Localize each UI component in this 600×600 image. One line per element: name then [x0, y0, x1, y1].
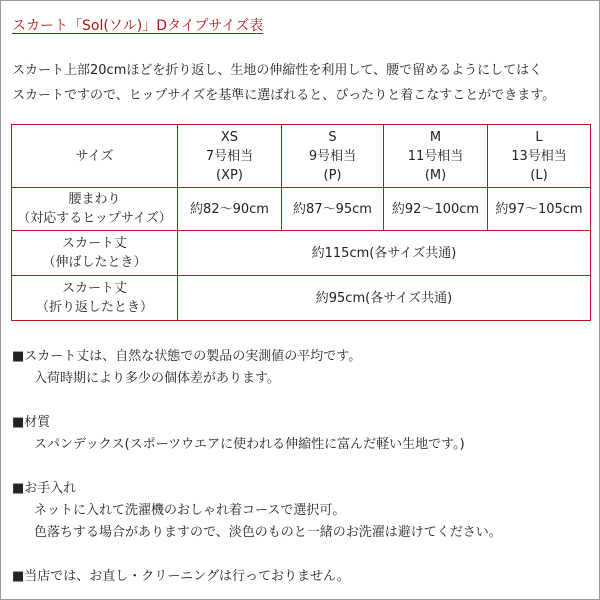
- length-extended-label: [12, 231, 178, 276]
- length-folded-value: 約95cm(各サイズ共通): [178, 276, 591, 321]
- note-measure: [12, 346, 592, 390]
- size-table: [11, 124, 591, 321]
- page-title: スカート「Sol(ソル)」Dタイプサイズ表: [12, 18, 264, 34]
- intro-text: [12, 58, 592, 108]
- waist-label-main: 腰まわり: [68, 192, 121, 207]
- length-folded-label-sub: （折り返したとき）: [35, 300, 153, 315]
- size-alt: (M): [424, 167, 447, 183]
- size-header-s: [282, 125, 384, 188]
- waist-value-xs: 約82～90cm: [178, 188, 282, 231]
- intro-line-1: スカート上部20cmほどを折り返し、生地の伸縮性を利用して、腰で留めるようにしてはく: [12, 63, 543, 78]
- note-care: [12, 478, 592, 544]
- length-extended-row: [12, 231, 591, 276]
- note-material-line: スパンデックス(スポーツウエアに使われる伸縮性に富んだ軽い生地です。): [34, 437, 465, 452]
- length-extended-label-sub: （伸ばしたとき）: [42, 255, 147, 270]
- size-equiv: 11号相当: [407, 148, 464, 164]
- size-header-l: [488, 125, 591, 188]
- length-extended-label-main: スカート丈: [61, 236, 127, 251]
- size-header-m: [384, 125, 488, 188]
- size-header-label: サイズ: [12, 125, 178, 188]
- intro-line-2: スカートですので、ヒップサイズを基準に選ばれると、ぴったりと着こなすことができます。: [12, 88, 556, 103]
- note-shop: [12, 566, 592, 588]
- size-alt: (XP): [216, 167, 243, 183]
- size-alt: (L): [530, 167, 548, 183]
- note-measure-line: 入荷時期により多少の個体差があります。: [34, 371, 280, 386]
- size-code: L: [535, 129, 543, 145]
- note-measure-head: ■スカート丈は、自然な状態での製品の実測値の平均です。: [12, 349, 362, 364]
- waist-row: [12, 188, 591, 231]
- size-equiv: 7号相当: [205, 148, 254, 164]
- length-folded-label: [12, 276, 178, 321]
- notes-section: [12, 346, 592, 588]
- size-code: M: [429, 129, 442, 145]
- length-folded-row: [12, 276, 591, 321]
- size-alt: (P): [323, 167, 342, 183]
- size-code: S: [328, 129, 337, 145]
- note-care-line-2: 色落ちする場合がありますので、淡色のものと一緒のお洗濯は避けてください。: [34, 525, 502, 540]
- waist-value-m: 約92～100cm: [384, 188, 488, 231]
- note-material: [12, 412, 592, 456]
- size-header-row: [12, 125, 591, 188]
- size-code: XS: [220, 129, 239, 145]
- size-equiv: 9号相当: [308, 148, 357, 164]
- note-shop-head: ■当店では、お直し・クリーニングは行っておりません。: [12, 569, 350, 584]
- waist-label-sub: （対応するヒップサイズ）: [17, 211, 172, 226]
- waist-value-l: 約97～105cm: [488, 188, 591, 231]
- waist-label: [12, 188, 178, 231]
- length-folded-label-main: スカート丈: [61, 281, 127, 296]
- note-material-head: ■材質: [12, 415, 51, 430]
- note-care-line-1: ネットに入れて洗濯機のおしゃれ着コースで選択可。: [34, 503, 346, 518]
- length-extended-value: 約115cm(各サイズ共通): [178, 231, 591, 276]
- size-equiv: 13号相当: [511, 148, 567, 164]
- size-header-xs: [178, 125, 282, 188]
- waist-value-s: 約87～95cm: [282, 188, 384, 231]
- note-care-head: ■お手入れ: [12, 481, 77, 496]
